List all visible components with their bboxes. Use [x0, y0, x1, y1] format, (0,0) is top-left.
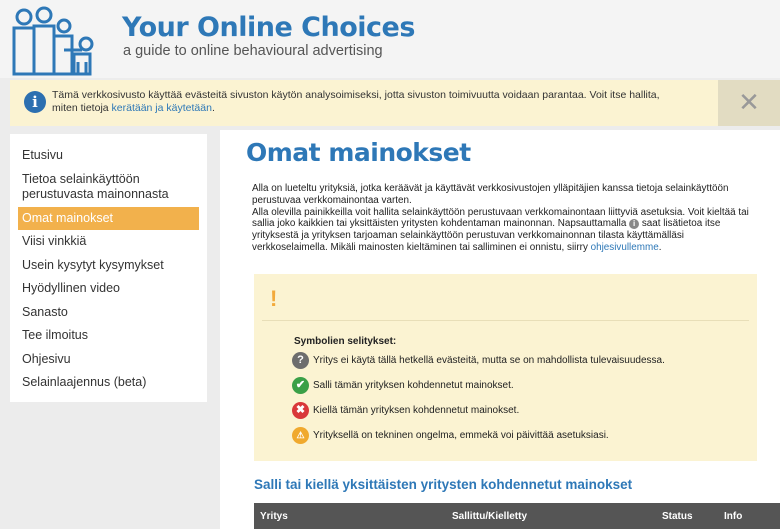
legend-text: Yrityksellä on tekninen ongelma, emmekä voi päivittää asetuksiasi.	[313, 430, 609, 442]
sidebar-item-home[interactable]: Etusivu	[22, 148, 63, 162]
site-header	[0, 0, 780, 78]
legend-divider	[262, 320, 749, 321]
notice-link[interactable]: kerätään ja käytetään	[111, 102, 212, 114]
intro-paragraph-1: Alla on lueteltu yrityksiä, jotka keräävät ja käyttävät verkkosivustojen ylläpitäjien kanssa tietoja selainkäyttöön perustuvaa verkkomainontaa varten.	[252, 183, 729, 206]
sidebar-item-report[interactable]: Tee ilmoitus	[22, 328, 88, 342]
sidebar-item-about-behavioural-ads[interactable]: Tietoa selainkäyttöön perustuvasta mainonnasta	[22, 171, 169, 201]
cookie-notice	[10, 80, 780, 126]
sidebar-item-faq[interactable]: Usein kysytyt kysymykset	[22, 257, 164, 272]
intro-text-b: saat lisätietoa itse yrityksestä ja yrityksen tarjoaman selainkäyttöön perustuvan verkkomainonnan tilasta käyttämälläsi verkkoselaimella. Mikäli mainosten kieltäminen tai salliminen ei onnistu, siirry	[252, 218, 721, 253]
help-page-link[interactable]: ohjesivullemme	[590, 241, 659, 253]
sidebar-item-glossary[interactable]: Sanasto	[22, 304, 68, 319]
intro-text	[252, 183, 762, 254]
symbol-legend	[254, 274, 757, 461]
question-icon: ?	[292, 352, 309, 369]
legend-text: Kiellä tämän yrityksen kohdennetut mainokset.	[313, 405, 520, 417]
section-title: Salli tai kiellä yksittäisten yritysten kohdennetut mainokset	[254, 477, 633, 492]
family-figures-logo[interactable]	[8, 4, 104, 76]
main-content	[220, 130, 780, 529]
sidebar-item-help[interactable]: Ohjesivu	[22, 351, 71, 366]
sidebar-item-five-tips[interactable]: Viisi vinkkiä	[22, 234, 87, 248]
site-title[interactable]: Your Online Choices	[122, 12, 415, 43]
cross-icon: ✖	[292, 402, 309, 419]
info-icon: i	[629, 219, 639, 229]
legend-row-no-cookies	[292, 352, 665, 370]
column-info: Info	[724, 511, 743, 522]
legend-row-allow	[292, 377, 514, 395]
info-icon: i	[24, 91, 46, 113]
companies-table-header	[254, 503, 780, 529]
sidebar-nav	[10, 134, 207, 402]
intro-paragraph-2	[252, 207, 762, 254]
page-title: Omat mainokset	[246, 138, 471, 167]
column-status: Status	[662, 511, 693, 522]
sidebar-item-video[interactable]: Hyödyllinen video	[22, 281, 120, 295]
check-icon: ✔	[292, 377, 309, 394]
column-company: Yritys	[260, 511, 288, 522]
error-icon: ⚠	[292, 427, 309, 444]
legend-row-error	[292, 427, 609, 445]
notice-text-after: .	[211, 102, 215, 114]
column-allowed-denied: Sallittu/Kielletty	[452, 511, 528, 522]
site-tagline: a guide to online behavioural advertising	[123, 43, 383, 59]
legend-title: Symbolien selitykset:	[294, 336, 397, 347]
intro-text-a: Alla olevilla painikkeilla voit hallita selainkäyttöön perustuvaan verkkomainontaan liittyviä asetuksia. Voit kieltää tai sallia joko kaikkien tai yksittäisten yritysten kohdentaman mainonnan. Napsauttamalla	[252, 206, 749, 230]
warning-icon: !	[270, 286, 278, 311]
legend-row-deny	[292, 402, 519, 420]
notice-text	[52, 89, 672, 115]
sidebar-item-browser-extension[interactable]: Selainlaajennus (beta)	[22, 375, 147, 389]
intro-text-end: .	[658, 241, 662, 253]
sidebar-item-your-ads[interactable]: Omat mainokset	[18, 207, 199, 231]
close-icon[interactable]: ✕	[718, 80, 780, 126]
notice-text-before: Tämä verkkosivusto käyttää evästeitä sivuston käytön analysoimiseksi, jotta sivuston toimivuutta voidaan parantaa. Voit itse hallita, miten tietoja	[52, 89, 660, 114]
legend-text: Salli tämän yrityksen kohdennetut mainokset.	[313, 380, 514, 392]
legend-text: Yritys ei käytä tällä hetkellä evästeitä, mutta se on mahdollista tulevaisuudessa.	[313, 355, 665, 367]
